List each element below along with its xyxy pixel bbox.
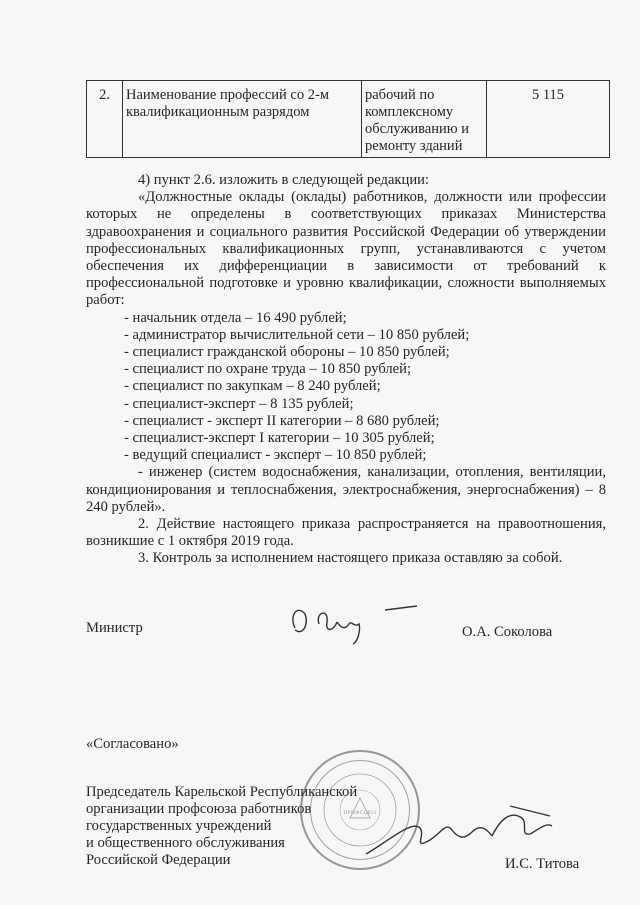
table-row	[87, 81, 610, 158]
list-item: - специалист - эксперт II категории – 8 680 рублей;	[124, 412, 440, 429]
clause-3: 3. Контроль за исполнением настоящего приказа оставляю за собой.	[138, 550, 563, 567]
list-item: - ведущий специалист - эксперт – 10 850 рублей;	[124, 447, 427, 464]
union-line: и общественного обслуживания	[86, 835, 285, 851]
salary-value: 5 115	[487, 81, 610, 158]
profession-group-name: Наименование профессий со 2-м квалификационным разрядом	[123, 81, 362, 158]
list-item: - специалист-эксперт – 8 135 рублей;	[124, 395, 354, 412]
positions-list	[86, 310, 606, 465]
union-line: государственных учреждений	[86, 818, 272, 834]
list-item: - специалист по закупкам – 8 240 рублей;	[124, 378, 381, 395]
list-item: - специалист-эксперт I категории – 10 305 рублей;	[124, 430, 435, 447]
union-signer-block	[86, 784, 357, 869]
list-item: - начальник отдела – 16 490 рублей;	[124, 309, 347, 326]
clause-2: 2. Действие настоящего приказа распространяется на правоотношения, возникшие с 1 октября 2019 года.	[86, 516, 606, 550]
signer-position: Министр	[86, 620, 143, 636]
salary-table	[86, 80, 610, 158]
profession-title: рабочий по комплексному обслуживанию и ремонту зданий	[362, 81, 487, 158]
signer-name: О.А. Соколова	[462, 624, 553, 640]
agreed-label: «Согласовано»	[86, 736, 179, 752]
union-signer-name: И.С. Титова	[505, 856, 580, 872]
row-number: 2.	[87, 81, 123, 158]
union-signature-image	[360, 800, 560, 864]
item-4-heading: 4) пункт 2.6. изложить в следующей редакции:	[138, 172, 429, 188]
intro-paragraph: «Должностные оклады (оклады) работников, должности или профессии которых не определены в соответствующих приказах Министерства здравоохранения и социального развития Российской Федерации об утверждении профессиональных квалификационных групп, устанавливаются с учетом обеспечения их дифференциации в зависимости от требований к профессиональной подготовке и уровню квалификации, сложности выполняемых работ:	[86, 189, 606, 309]
list-item: - специалист гражданской обороны – 10 850 рублей;	[124, 344, 450, 361]
list-item: - администратор вычислительной сети – 10 850 рублей;	[124, 326, 470, 343]
document-body	[86, 172, 606, 568]
list-item: - специалист по охране труда – 10 850 рублей;	[124, 361, 412, 378]
union-line: Председатель Карельской Республиканской	[86, 784, 358, 800]
minister-signature-image	[285, 598, 425, 646]
seal-lettering: ПРОФСОЮЗ	[343, 811, 377, 816]
union-line: Российской Федерации	[86, 852, 231, 868]
engineer-line: - инженер (систем водоснабжения, канализации, отопления, вентиляции, кондиционирования и теплоснабжения, электроснабжения, энергоснабжения) – 8 240 рублей».	[86, 464, 606, 515]
union-line: организации профсоюза работников	[86, 801, 312, 817]
